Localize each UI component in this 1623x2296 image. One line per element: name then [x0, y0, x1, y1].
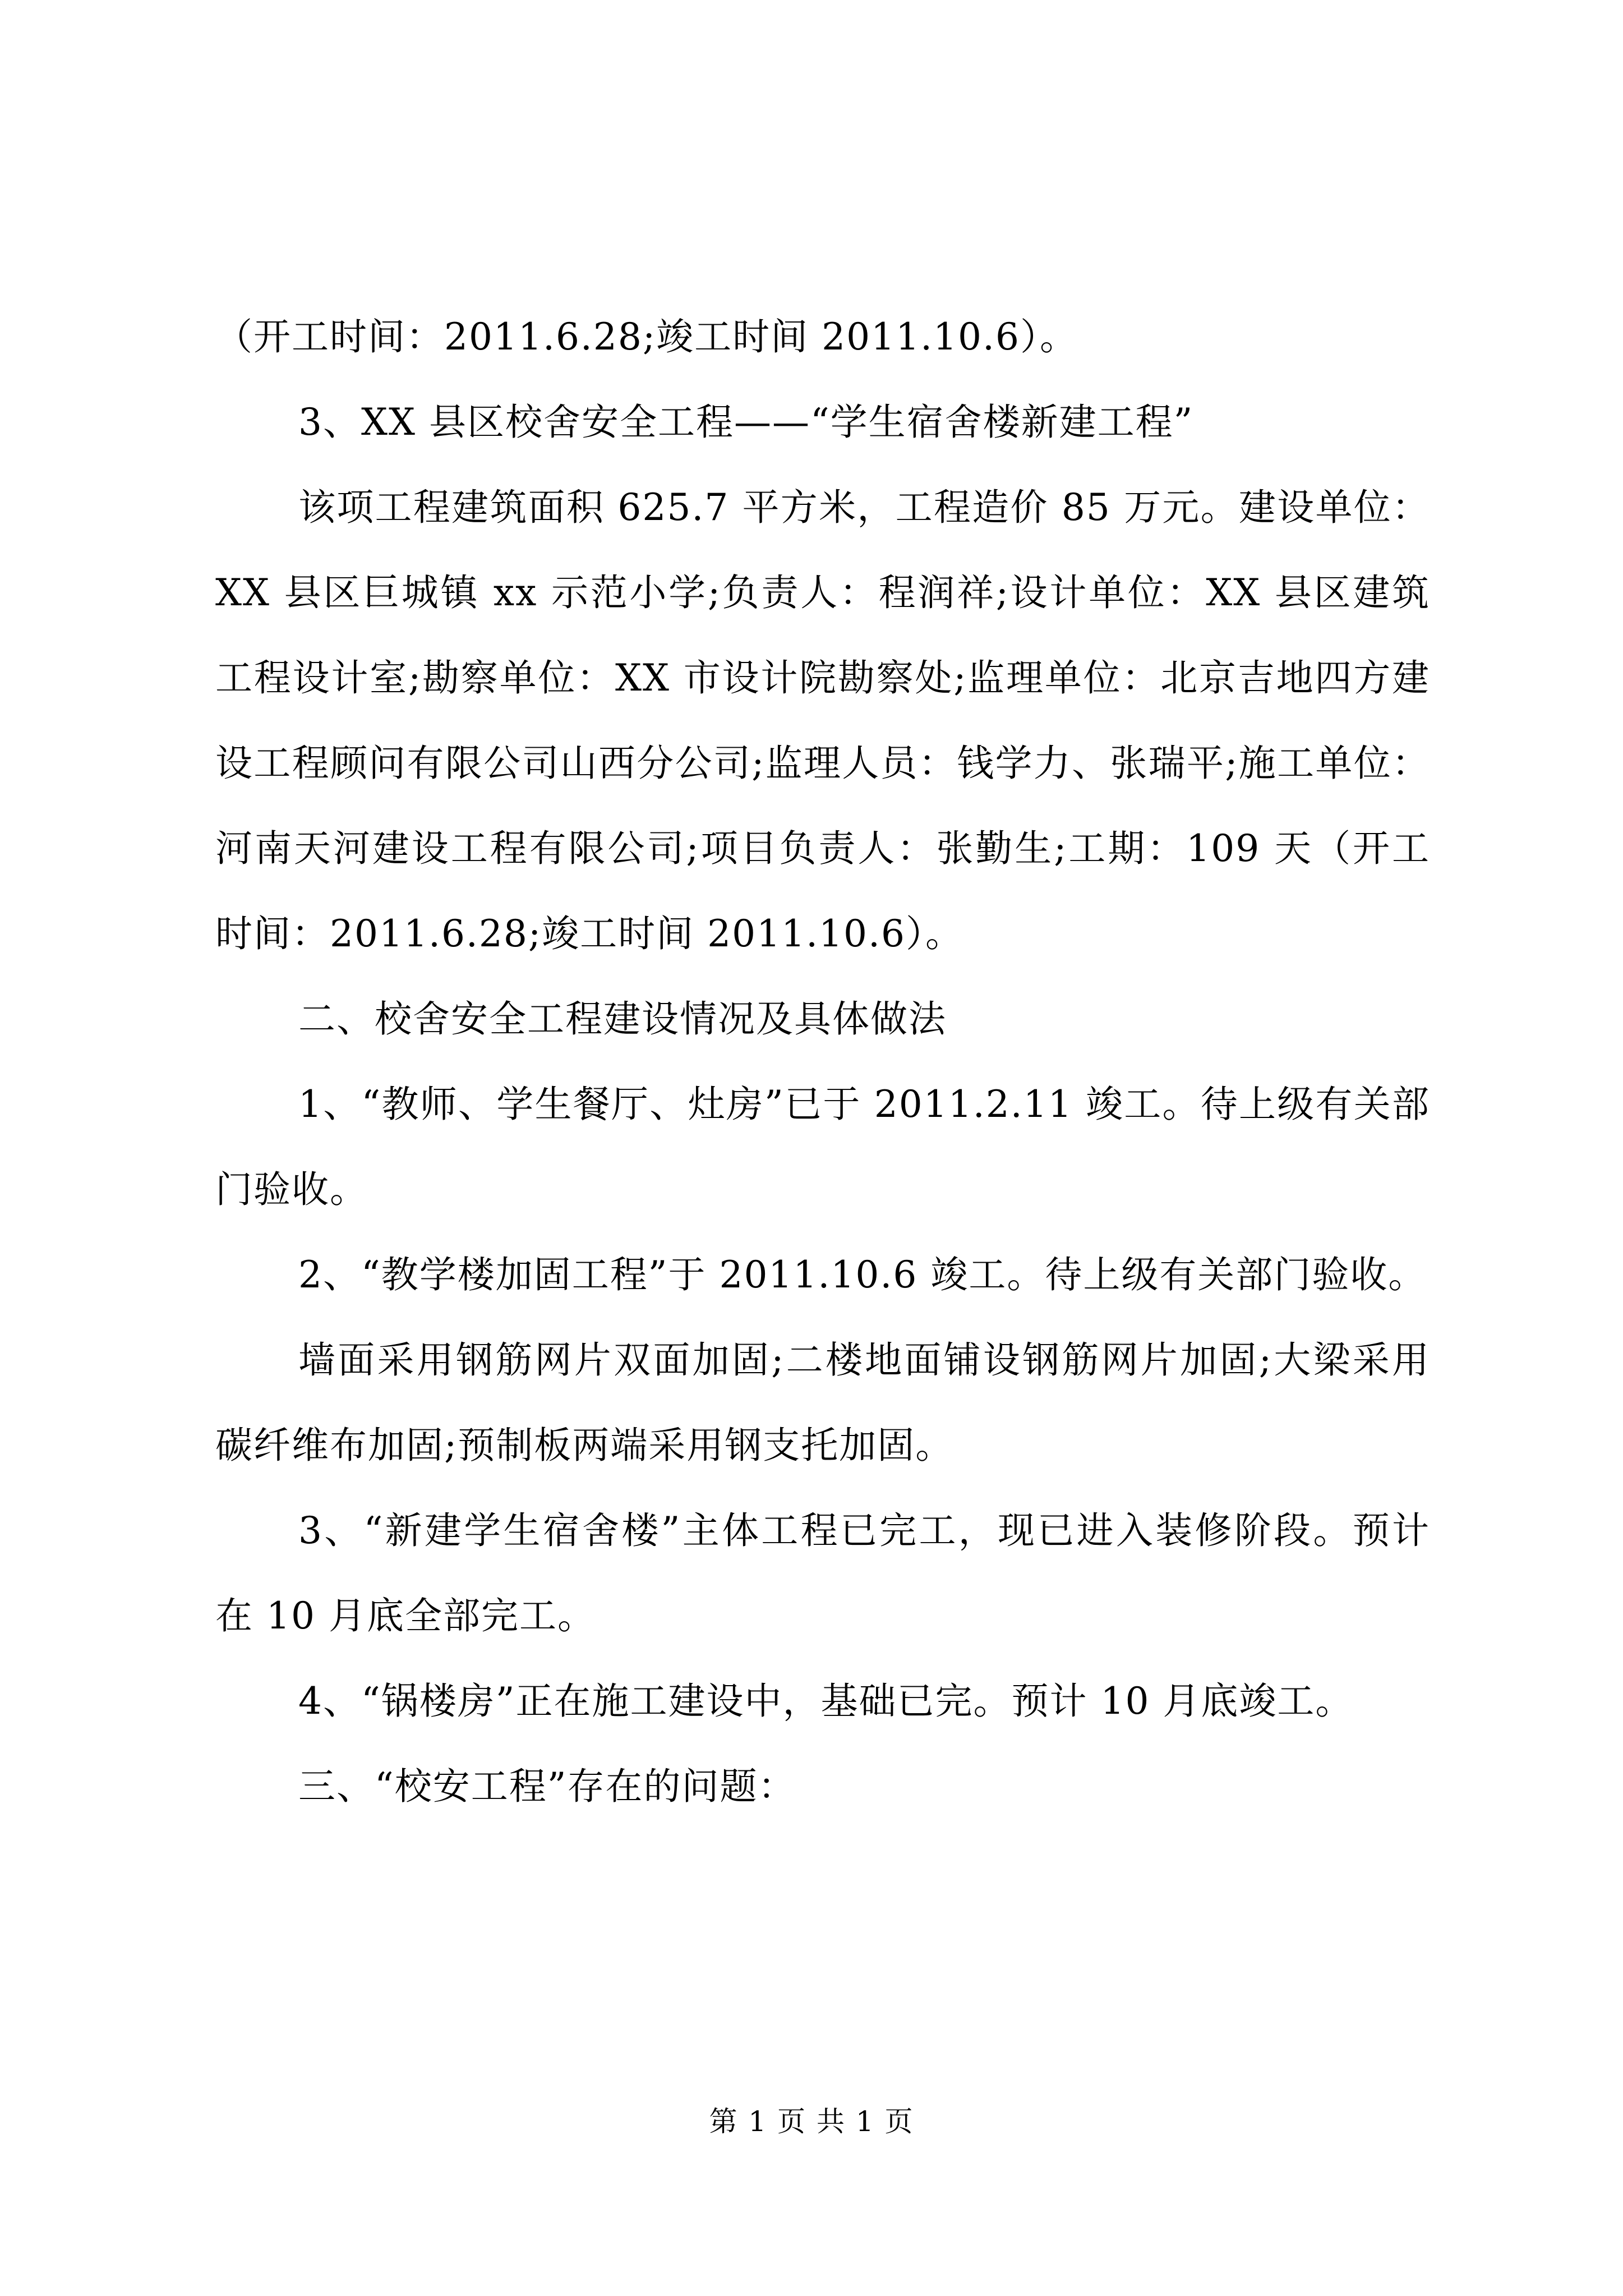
page-footer: 第 1 页 共 1 页	[709, 2105, 914, 2138]
paragraph-reinforcement-methods: 墙面采用钢筋网片双面加固;二楼地面铺设钢筋网片加固;大梁采用碳纤维布加固;预制板两端采用钢支托加固。	[215, 1338, 1430, 1467]
section-heading: 二、校舍安全工程建设情况及具体做法	[298, 997, 947, 1041]
paragraph-list-item: 3、“新建学生宿舍楼”主体工程已完工，现已进入装修阶段。预计在 10 月底全部完工。	[215, 1509, 1430, 1637]
paragraph-continuation: （开工时间：2011.6.28;竣工时间 2011.10.6）。	[215, 315, 1078, 358]
paragraph-list-item: 4、“锅楼房”正在施工建设中，基础已完。预计 10 月底竣工。	[298, 1680, 1354, 1723]
section-heading: 三、“校安工程”存在的问题：	[298, 1765, 796, 1808]
paragraph-list-item: 2、“教学楼加固工程”于 2011.10.6 竣工。待上级有关部门验收。	[298, 1253, 1427, 1296]
paragraph-item-heading: 3、XX 县区校舍安全工程——“学生宿舍楼新建工程”	[298, 401, 1194, 444]
paragraph-list-item: 1、“教师、学生餐厅、灶房”已于 2011.2.11 竣工。待上级有关部门验收。	[215, 1083, 1430, 1211]
paragraph-project-details: 该项工程建筑面积 625.7 平方米，工程造价 85 万元。建设单位：XX 县区巨城镇 xx 示范小学;负责人：程润祥;设计单位：XX 县区建筑工程设计室;勘察单位：XX 市设计院勘察处;监理单位：北京吉地四方建设工程顾问有限公司山西分公司;监理人员：钱学力、张瑞平;施工单位：河南天河建设工程有限公司;项目负责人：张勤生;工期：109 天（开工时间：2011.6.28;竣工时间 2011.10.6）。	[215, 486, 1430, 955]
document-body	[215, 295, 1430, 1829]
